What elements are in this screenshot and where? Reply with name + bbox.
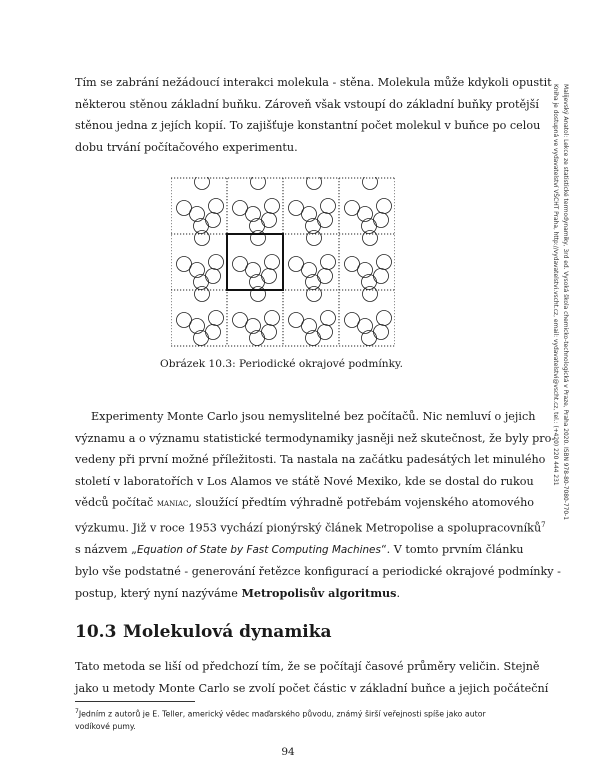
text-segment: vědců počítač <box>75 496 157 509</box>
molecule-circle <box>265 255 280 270</box>
side-note-line: Malijevský Anatol: Lekce ze statistické termodynamiky, 3rd ed. Vysoká škola chemicko-technologická v Praze, Praha 2020. ISBN 978-80-7080-770-1 <box>562 84 568 521</box>
text-segment: s názvem „ <box>75 542 137 556</box>
text-line: dobu trvání počítačového experimentu. <box>75 140 298 154</box>
molecule-circle <box>209 311 224 326</box>
side-note-text <box>550 84 569 624</box>
molecule-circle <box>374 213 389 228</box>
molecule-circle <box>377 311 392 326</box>
text-line: významu a o významu statistické termodynamiky jasněji než skutečnost, že byly pro- <box>75 431 556 445</box>
molecule-circle <box>195 287 210 302</box>
footnote-divider <box>75 701 195 702</box>
figure-caption: Obrázek 10.3: Periodické okrajové podmínky. <box>160 358 403 370</box>
side-note-line: Kniha je dostupná ve vydavatelství VŠCHT Praha, http://vydavatelstvi.vscht.cz, email: vydavatelstvi@vscht.cz, tel.: (+420) 220 444 231 <box>552 84 559 486</box>
text-line <box>75 583 488 605</box>
section-heading <box>75 622 332 642</box>
molecule-circle <box>265 311 280 326</box>
page-number: 94 <box>281 746 295 758</box>
text-line <box>75 515 546 539</box>
molecule-circle <box>206 269 221 284</box>
maniac-computer-name: maniac <box>156 498 189 509</box>
text-segment: “. V tomto prvním článku <box>380 542 524 556</box>
molecule-circle <box>374 269 389 284</box>
molecule-circle <box>363 177 378 190</box>
text-line: jako u metody Monte Carlo se zvolí počet částic v základní buňce a jejich počáteční <box>75 681 549 695</box>
molecule-circle <box>251 231 266 246</box>
periodic-boundary-figure <box>171 177 395 347</box>
molecule-circle <box>265 199 280 214</box>
metropolis-algorithm-term: Metropolisův algoritmus <box>241 585 397 600</box>
section-title: Molekulová dynamika <box>123 622 332 642</box>
basic-cell-highlight <box>227 234 283 290</box>
molecule-circle <box>363 287 378 302</box>
molecule-circle <box>321 311 336 326</box>
section-number: 10.3 <box>75 622 117 642</box>
molecule-circle <box>321 199 336 214</box>
molecule-circle <box>209 255 224 270</box>
molecule-circle <box>307 177 322 190</box>
molecule-circle <box>195 177 210 190</box>
text-segment: , sloužící předtím výhradně potřebám vojenského atomového <box>188 496 535 509</box>
periodic-grid-svg <box>171 177 395 347</box>
footnote-reference: 7 <box>541 520 546 529</box>
text-line <box>75 492 535 515</box>
text-line: bylo vše podstatné - generování řetězce konfigurací a periodické okrajové podmínky - <box>75 565 561 579</box>
publisher-side-note <box>527 84 567 624</box>
text-segment: postup, který nyní nazýváme <box>75 586 242 600</box>
molecule-circle <box>318 213 333 228</box>
molecule-circle <box>262 325 277 340</box>
molecule-circle <box>262 269 277 284</box>
text-line: Tím se zabrání nežádoucí interakci molekula - stěna. Molekula může kdykoli opustit <box>75 76 552 89</box>
molecule-circle <box>307 231 322 246</box>
molecule-circle <box>195 231 210 246</box>
molecule-circle <box>374 325 389 340</box>
text-line <box>75 539 524 562</box>
paragraph-monte-carlo-history <box>75 406 561 604</box>
text-line: Experimenty Monte Carlo jsou nemyslitelné bez počítačů. Nic nemluví o jejich <box>91 410 536 423</box>
paragraph-periodic-boundary <box>75 72 552 158</box>
footnote <box>75 706 488 734</box>
text-line: stěnou jedna z jejích kopií. To zajišťuje konstantní počet molekul v buňce po celou <box>75 119 541 132</box>
molecule-circle <box>377 255 392 270</box>
molecule-circle <box>209 199 224 214</box>
footnote-mark: 7 <box>75 708 79 715</box>
text-line: století v laboratořích v Los Alamos ve státě Nové Mexiko, kde se dostal do rukou <box>75 474 534 488</box>
molecule-circle <box>206 213 221 228</box>
molecule-circle <box>318 269 333 284</box>
molecule-circle <box>251 287 266 302</box>
molecule-circle <box>251 177 266 190</box>
text-segment: . <box>396 586 401 600</box>
text-segment: výzkumu. Již v roce 1953 vychází pionýrský článek Metropolise a spolupracovníků <box>75 521 542 535</box>
molecule-circle <box>363 231 378 246</box>
text-line: vedeny při první možné příležitosti. Ta nastala na začátku padesátých let minulého <box>75 453 546 466</box>
footnote-text: Jedním z autorů je E. Teller, americký vědec maďarského původu, známý širší veřejnosti spíše jako autor vodíkové pumy. <box>75 709 486 732</box>
molecule-circle <box>318 325 333 340</box>
paragraph-molecular-dynamics <box>75 656 549 699</box>
molecule-circle <box>307 287 322 302</box>
paper-title: Equation of State by Fast Computing Machines <box>136 543 381 556</box>
molecule-circle <box>262 213 277 228</box>
molecule-circle <box>206 325 221 340</box>
text-line: některou stěnou základní buňku. Zároveň však vstoupí do základní buňky protější <box>75 97 539 111</box>
text-line: Tato metoda se liší od předchozí tím, že se počítají časové průměry veličin. Stejně <box>75 660 540 673</box>
molecule-circle <box>321 255 336 270</box>
molecule-circle <box>377 199 392 214</box>
